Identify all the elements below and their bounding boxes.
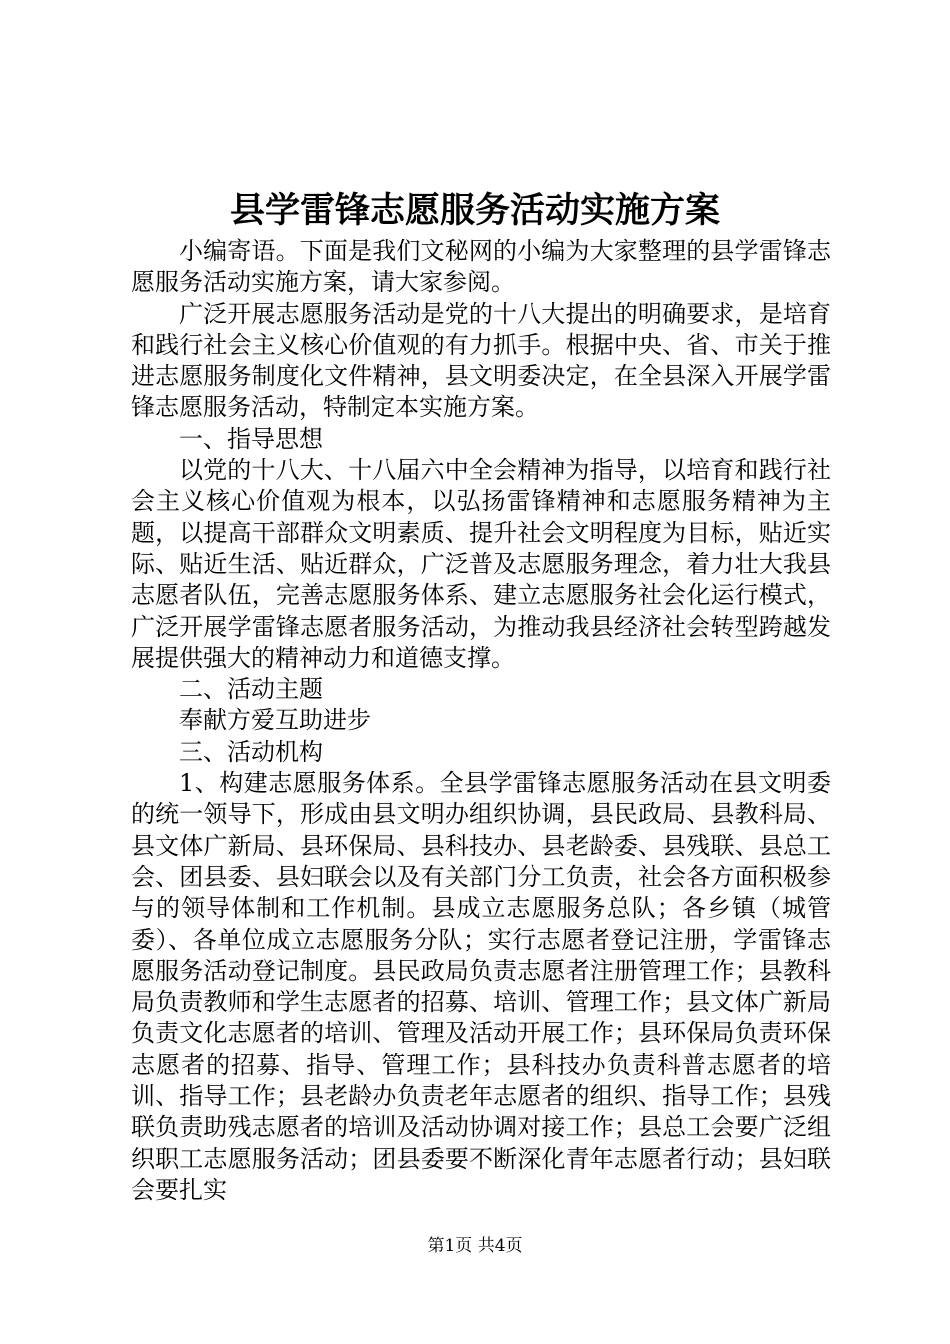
section-heading-guiding-thought: 一、指导思想 (179, 424, 323, 453)
document-title: 县学雷锋志愿服务活动实施方案 (229, 190, 720, 231)
paragraph-service-system: 1、构建志愿服务体系。全县学雷锋志愿服务活动在县文明委的统一领导下，形成由县文明办组织协调，县民政局、县教科局、县文体广新局、县环保局、县科技办、县老龄委、县残联、县总工会、团县委、县妇联会以及有关部门分工负责，社会各方面积极参与的领导体制和工作机制。县成立志愿服务总队；各乡镇（城管委）、各单位成立志愿服务分队；实行志愿者登记注册，学雷锋志愿服务活动登记制度。县民政局负责志愿者注册管理工作；县教科局负责教师和学生志愿者的招募、培训、管理工作；县文体广新局负责文化志愿者的培训、管理及活动开展工作；县环保局负责环保志愿者的招募、指导、管理工作；县科技办负责科普志愿者的培训、指导工作；县老龄办负责老年志愿者的组织、指导工作；县残联负责助残志愿者的培训及活动协调对接工作；县总工会要广泛组织职工志愿服务活动；团县委要不断深化青年志愿者行动；县妇联会要扎实 (131, 769, 831, 1204)
paragraph-activity-theme: 奉献方爱互助进步 (179, 706, 371, 735)
page-number-footer: 第1页 共4页 (427, 1236, 523, 1256)
section-heading-activity-theme: 二、活动主题 (179, 675, 323, 704)
section-heading-activity-organization: 三、活动机构 (179, 737, 323, 766)
paragraph-intro: 小编寄语。下面是我们文秘网的小编为大家整理的县学雷锋志愿服务活动实施方案，请大家参阅。 (131, 237, 831, 297)
document-body (131, 236, 831, 1206)
paragraph-background: 广泛开展志愿服务活动是党的十八大提出的明确要求，是培育和践行社会主义核心价值观的有力抓手。根据中央、省、市关于推进志愿服务制度化文件精神，县文明委决定，在全县深入开展学雷锋志愿服务活动，特制定本实施方案。 (131, 299, 831, 422)
paragraph-guiding-thought: 以党的十八大、十八届六中全会精神为指导，以培育和践行社会主义核心价值观为根本，以弘扬雷锋精神和志愿服务精神为主题，以提高干部群众文明素质、提升社会文明程度为目标，贴近实际、贴近生活、贴近群众，广泛普及志愿服务理念，着力壮大我县志愿者队伍，完善志愿服务体系、建立志愿服务社会化运行模式，广泛开展学雷锋志愿者服务活动，为推动我县经济社会转型跨越发展提供强大的精神动力和道德支撑。 (131, 456, 831, 672)
